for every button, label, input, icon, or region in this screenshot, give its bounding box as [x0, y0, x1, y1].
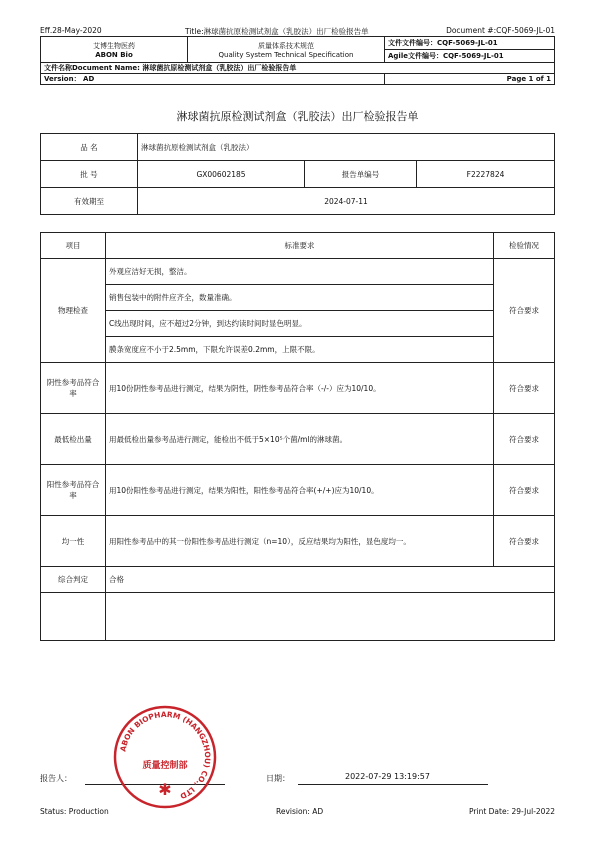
agile-number: Agile文件编号：CQF-5069-JL-01 — [388, 52, 504, 60]
product-info-table — [40, 133, 555, 215]
lot-value: GX00602185 — [138, 161, 305, 188]
lot-label: 批 号 — [41, 161, 138, 188]
company-cell — [41, 37, 188, 63]
report-title: 淋球菌抗原检测试剂盒（乳胶法）出厂检验报告单 — [176, 110, 419, 123]
row-item: 最低检出量 — [41, 414, 106, 465]
footer-status: Status: Production — [40, 807, 109, 816]
page-number: Page 1 of 1 — [385, 74, 555, 85]
row-requirement: 用10份阴性参考品进行测定，结果为阴性，阴性参考品符合率（-/-）应为10/10。 — [106, 363, 494, 414]
product-name-value: 淋球菌抗原检测试剂盒（乳胶法） — [138, 134, 555, 161]
file-number-cell — [385, 37, 555, 63]
blank-cell — [41, 593, 106, 641]
product-name-label: 品 名 — [41, 134, 138, 161]
expiry-label: 有效期至 — [41, 188, 138, 215]
seal-inner-text: 质量控制部 — [142, 761, 188, 771]
system-en: Quality System Technical Specification — [218, 50, 354, 59]
report-number-label: 报告单编号 — [305, 161, 417, 188]
row-result: 符合要求 — [494, 465, 555, 516]
report-number-value: F2227824 — [417, 161, 555, 188]
date-label: 日期： — [266, 774, 290, 783]
physical-result: 符合要求 — [494, 259, 555, 363]
inspection-table — [40, 232, 555, 641]
reporter-label: 报告人： — [40, 774, 72, 783]
row-result: 符合要求 — [494, 363, 555, 414]
row-result: 符合要求 — [494, 414, 555, 465]
date-value: 2022-07-29 13:19:57 — [345, 772, 430, 781]
seal-star-icon: ✱ — [158, 780, 172, 799]
seal-ring-text: ABON BIOPHARM (HANGZHOU) CO., LTD — [118, 709, 213, 801]
date-line — [298, 784, 488, 785]
footer-print-date: Print Date: 29-Jul-2022 — [469, 807, 555, 816]
row-requirement: 用阳性参考品中的其一份阳性参考品进行测定（n=10），反应结果均为阳性，显色度均一。 — [106, 516, 494, 567]
col-item-header: 项目 — [41, 233, 106, 259]
row-requirement: 用最低检出量参考品进行测定，能检出不低于5×10⁵个菌/ml的淋球菌。 — [106, 414, 494, 465]
document-name: 文件名称Document Name: 淋球菌抗原检测试剂盒（乳胶法）出厂检验报告单 — [41, 63, 555, 74]
file-number: 文件文件编号：CQF-5069-JL-01 — [385, 37, 554, 50]
overall-label: 综合判定 — [41, 567, 106, 593]
expiry-value: 2024-07-11 — [138, 188, 555, 215]
blank-cell — [106, 593, 555, 641]
col-result-header: 检验情况 — [494, 233, 555, 259]
overall-value: 合格 — [106, 567, 555, 593]
system-cn: 质量体系技术规范 — [258, 41, 314, 50]
footer-revision: Revision: AD — [276, 807, 324, 816]
header-doc-number: Document #:CQF-5069-JL-01 — [446, 26, 555, 35]
company-en: ABON Bio — [95, 50, 133, 59]
company-seal — [110, 702, 220, 812]
effective-date: Eff.28-May-2020 — [40, 26, 102, 35]
row-requirement: 用10份阳性参考品进行测定，结果为阳性，阳性参考品符合率(+/+)应为10/10。 — [106, 465, 494, 516]
physical-req: 销售包装中的附件应齐全，数量准确。 — [106, 285, 494, 311]
row-item: 阳性参考品符合率 — [41, 465, 106, 516]
physical-req: 外观应洁好无损，整洁。 — [106, 259, 494, 285]
meta-table — [40, 36, 555, 85]
physical-req: 膜条宽度应不小于2.5mm，下限允许误差0.2mm，上限不限。 — [106, 337, 494, 363]
header-title: Title:淋球菌抗原检测试剂盒（乳胶法）出厂检验报告单 — [185, 27, 369, 36]
company-cn: 艾博生物医药 — [93, 41, 135, 50]
row-item: 均一性 — [41, 516, 106, 567]
system-cell — [188, 37, 385, 63]
row-item: 阴性参考品符合率 — [41, 363, 106, 414]
physical-req: C线出现时间，应不超过2分钟，到达约读时间时显色明显。 — [106, 311, 494, 337]
physical-item: 物理检查 — [41, 259, 106, 363]
col-requirement-header: 标准要求 — [106, 233, 494, 259]
version: Version： AD — [41, 74, 385, 85]
row-result: 符合要求 — [494, 516, 555, 567]
